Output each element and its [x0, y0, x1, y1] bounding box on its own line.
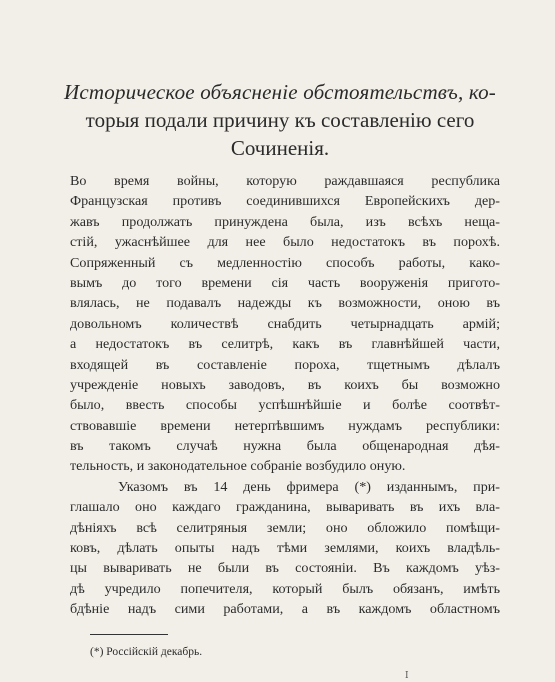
- text-line: бдѣніе надъ сими работами, а въ каждомъ областномъ: [70, 601, 500, 618]
- text-line: глашало оно каждаго гражданина, вываривать въ ихъ вла-: [70, 499, 500, 516]
- text-line: въ такомъ случаѣ нужна была общенародная дѣя-: [70, 438, 500, 455]
- signature-mark: I: [405, 671, 409, 681]
- text-line: входящей въ составленіе пороха, тщетнымъ дѣлалъ: [70, 356, 500, 373]
- text-line: ковъ, дѣлать опыты надъ тѣми землями, коихъ владѣль-: [70, 540, 500, 557]
- heading-line-2: торыя подали причину къ составленію сего: [85, 108, 475, 132]
- footnote-rule: [90, 634, 168, 635]
- text-line: дѣ учредило попечителя, который былъ обязанъ, имѣть: [70, 580, 500, 597]
- text-line: а недостатокъ въ селитрѣ, какъ въ главнѣйшей части,: [70, 336, 500, 353]
- text-line: влялась, не подавалъ надежды къ возможности, оною въ: [70, 295, 500, 312]
- text-line: довольномъ количествѣ снабдить четырнадцать армій;: [70, 315, 500, 332]
- text-line: цы вываривать не были въ состояніи. Въ каждомъ уѣз-: [70, 560, 500, 577]
- text-line: жавъ продолжать принуждена была, изъ всѣхъ нещa-: [70, 213, 500, 230]
- text-line: было, ввесть способы успѣшнѣйшіе и болѣе соотвѣт-: [70, 397, 500, 414]
- text-line: вымъ до того времени сія часть вооруженія пригото-: [70, 274, 500, 291]
- text-line: тельность, и законодательное собраніе возбудило оную.: [70, 458, 406, 475]
- text-line: Указомъ въ 14 день фримера (*) изданнымъ, при-: [118, 478, 500, 495]
- chapter-heading: [60, 78, 500, 162]
- text-line: ствовавшіе времени нетерпѣвшимъ нуждамъ республики:: [70, 417, 500, 434]
- footnote: (*) Россійскій декабрь.: [90, 646, 203, 658]
- body-text: [70, 171, 500, 620]
- text-line: Французская противъ соединившихся Европейскихъ дер-: [70, 193, 500, 210]
- text-line: Во время войны, которую раждавшаяся республика: [70, 173, 500, 189]
- heading-line-1: Историческое объясненіе обстоятельствъ, ко-: [64, 80, 496, 104]
- text-line: учрежденіе новыхъ заводовъ, въ коихъ бы возможно: [70, 376, 500, 393]
- heading-line-3: Сочиненія.: [230, 136, 330, 160]
- text-line: стій, ужаснѣйшее для нее было недостатокъ въ порохѣ.: [70, 234, 500, 251]
- text-line: Сопряженный съ медленностію способъ работы, како-: [70, 254, 500, 271]
- text-line: дѣніяхъ всѣ селитряныя земли; оно обложило помѣщи-: [70, 519, 500, 536]
